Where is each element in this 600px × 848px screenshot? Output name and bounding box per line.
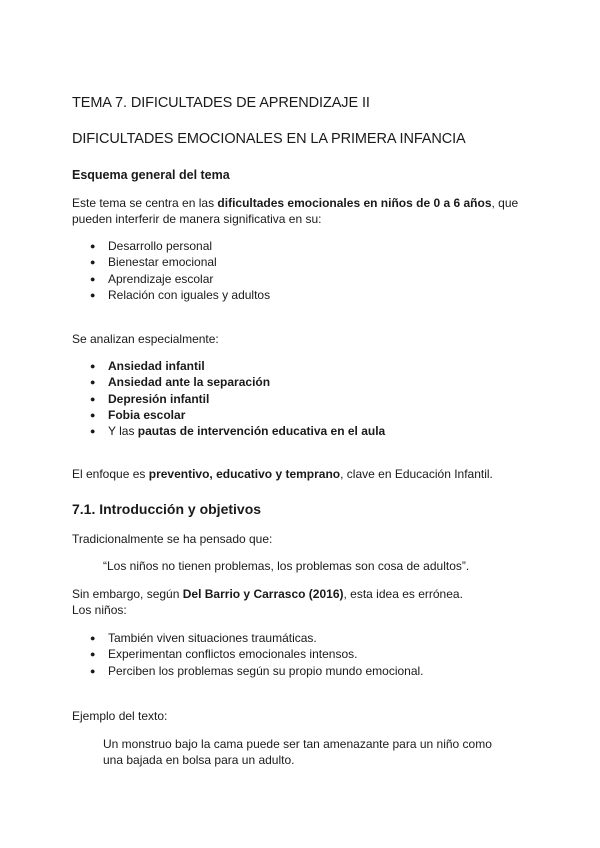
bullet-icon: ● <box>90 665 96 676</box>
list-item-text: Fobia escolar <box>108 407 186 422</box>
citation-bold-text: Del Barrio y Carrasco (2016) <box>182 587 344 601</box>
list-item-text: Perciben los problemas según su propio mundo emocional. <box>108 663 424 678</box>
list-item <box>72 238 270 254</box>
list-item <box>72 663 424 679</box>
sin-embargo-paragraph <box>72 586 463 602</box>
document-title: TEMA 7. DIFICULTADES DE APRENDIZAJE II <box>72 95 370 111</box>
ninos-list <box>72 630 424 679</box>
bullet-icon: ● <box>90 377 96 388</box>
list-item-text: Desarrollo personal <box>108 239 213 253</box>
intro-text: Este tema se centra en las <box>72 196 218 210</box>
list-item <box>72 287 270 303</box>
list-item <box>72 423 385 439</box>
list-item <box>72 374 385 390</box>
list-item <box>72 271 270 287</box>
sin-embargo-text-end: , esta idea es errónea. <box>343 587 463 601</box>
enfoque-text-end: , clave en Educación Infantil. <box>340 467 493 481</box>
bullet-icon: ● <box>90 273 96 284</box>
bullet-icon: ● <box>90 289 96 300</box>
intro-text-end: , que <box>491 196 519 210</box>
quote-text: “Los niños no tienen problemas, los problemas son cosa de adultos”. <box>103 559 470 573</box>
bullet-icon: ● <box>90 241 96 251</box>
bullet-icon: ● <box>90 409 96 420</box>
list-item <box>72 646 424 662</box>
bullet-icon: ● <box>90 393 96 404</box>
section-heading: 7.1. Introducción y objetivos <box>72 501 262 517</box>
tradicional-text: Tradicionalmente se ha pensado que: <box>72 532 273 546</box>
intro-bold-text: dificultades emocionales en niños de 0 a 6 años <box>217 196 492 210</box>
list-item-text: Experimentan conflictos emocionales intensos. <box>108 647 358 662</box>
bullet-icon: ● <box>90 649 96 660</box>
los-ninos-text: Los niños: <box>72 603 127 617</box>
document-subtitle: DIFICULTADES EMOCIONALES EN LA PRIMERA INFANCIA <box>72 131 466 147</box>
list-item <box>72 358 385 374</box>
list-item <box>72 630 424 646</box>
esquema-heading: Esquema general del tema <box>72 168 230 182</box>
list-item-text: Ansiedad ante la separación <box>108 375 271 390</box>
intro-paragraph-line2: pueden interferir de manera significativa en su: <box>72 212 322 226</box>
list-item-text: También viven situaciones traumáticas. <box>108 631 317 645</box>
bullet-icon: ● <box>90 426 96 437</box>
list-item-bold-text: pautas de intervención educativa en el aula <box>137 424 386 439</box>
impact-list <box>72 238 270 303</box>
ejemplo-label: Ejemplo del texto: <box>72 709 168 723</box>
list-item-text: Relación con iguales y adultos <box>108 287 271 302</box>
ejemplo-text-line1: Un monstruo bajo la cama puede ser tan amenazante para un niño como <box>103 737 492 751</box>
intro-paragraph-line1 <box>72 195 518 211</box>
topics-list <box>72 358 385 439</box>
list-item-text: Bienestar emocional <box>108 255 217 270</box>
list-item <box>72 407 385 423</box>
enfoque-bold-text: preventivo, educativo y temprano <box>148 467 341 481</box>
bullet-icon: ● <box>90 633 96 643</box>
ejemplo-text-line2: una bajada en bolsa para un adulto. <box>103 753 295 767</box>
sin-embargo-text: Sin embargo, según <box>72 587 183 601</box>
list-item-text: Ansiedad infantil <box>108 359 205 373</box>
bullet-icon: ● <box>90 361 96 371</box>
list-item-text: Y las <box>108 424 138 439</box>
analizan-text: Se analizan especialmente: <box>72 332 219 346</box>
enfoque-text: El enfoque es <box>72 467 149 481</box>
bullet-icon: ● <box>90 257 96 268</box>
enfoque-paragraph <box>72 466 493 482</box>
list-item <box>72 391 385 407</box>
list-item-text: Aprendizaje escolar <box>108 271 214 286</box>
list-item <box>72 254 270 270</box>
list-item-text: Depresión infantil <box>108 391 210 406</box>
